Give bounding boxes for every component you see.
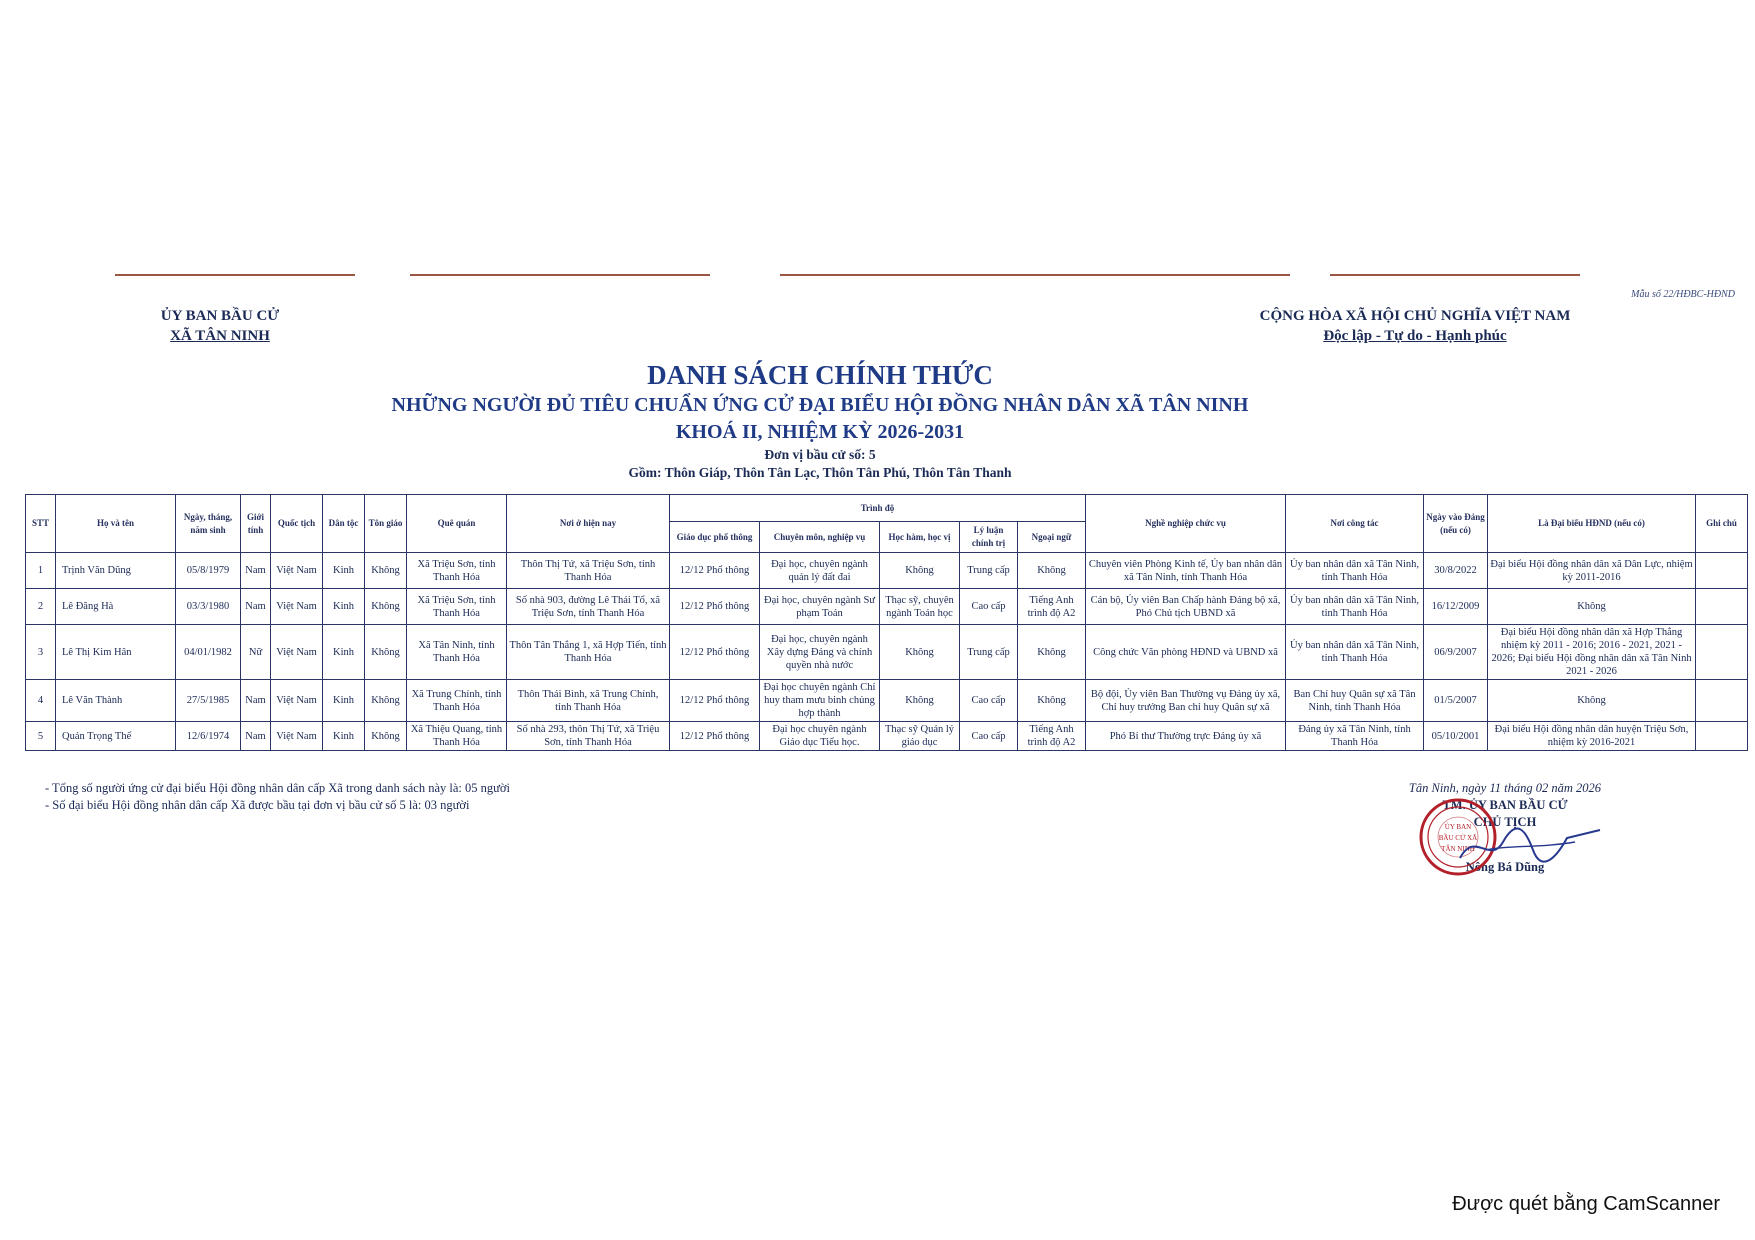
cell-delegate: Đại biểu Hội đồng nhân dân huyện Triệu Sơn, nhiệm kỳ 2016-2021: [1488, 722, 1696, 751]
cell-gender: Nam: [241, 553, 271, 589]
title-line3: KHOÁ II, NHIỆM KỲ 2026-2031: [675, 421, 965, 443]
cell-specialty: Đại học, chuyên ngành Xây dựng Đảng và chính quyền nhà nước: [760, 625, 880, 680]
cell-stt: 4: [26, 680, 56, 722]
cell-general-edu: 12/12 Phổ thông: [670, 680, 760, 722]
cell-specialty: Đại học chuyên ngành Chỉ huy tham mưu binh chủng hợp thành: [760, 680, 880, 722]
col-note: Ghi chú: [1696, 495, 1748, 553]
col-delegate: Là Đại biểu HĐND (nếu có): [1488, 495, 1696, 553]
cell-gender: Nam: [241, 589, 271, 625]
col-degree: Học hàm, học vị: [880, 522, 960, 553]
cell-delegate: Không: [1488, 680, 1696, 722]
cell-hometown: Xã Triệu Sơn, tỉnh Thanh Hóa: [407, 589, 507, 625]
table-row: [26, 589, 1748, 625]
cell-dob: 03/3/1980: [176, 589, 241, 625]
col-dob: Ngày, tháng, năm sinh: [176, 495, 241, 553]
col-specialty: Chuyên môn, nghiệp vụ: [760, 522, 880, 553]
cell-degree: Không: [880, 553, 960, 589]
col-education-group: Trình độ: [670, 495, 1086, 522]
top-rule-4: [1330, 274, 1580, 276]
cell-residence: Số nhà 293, thôn Thị Tứ, xã Triệu Sơn, tỉnh Thanh Hóa: [507, 722, 670, 751]
cell-degree: Không: [880, 680, 960, 722]
table-row: [26, 553, 1748, 589]
cell-general-edu: 12/12 Phổ thông: [670, 589, 760, 625]
cell-stt: 5: [26, 722, 56, 751]
cell-ethnicity: Kinh: [323, 722, 365, 751]
col-gender: Giới tính: [241, 495, 271, 553]
cell-dob: 05/8/1979: [176, 553, 241, 589]
cell-general-edu: 12/12 Phổ thông: [670, 722, 760, 751]
cell-degree: Không: [880, 625, 960, 680]
cell-ethnicity: Kinh: [323, 625, 365, 680]
cell-ethnicity: Kinh: [323, 680, 365, 722]
cell-language: Không: [1018, 625, 1086, 680]
cell-party-date: 16/12/2009: [1424, 589, 1488, 625]
cell-delegate: Đại biểu Hội đồng nhân dân xã Hợp Thắng nhiệm kỳ 2011 - 2016; 2016 - 2021, 2021 - 2026; Đại biểu Hội đồng nhân dân xã Tân Ninh 2021 - 2026: [1488, 625, 1696, 680]
svg-text:ỦY BAN: ỦY BAN: [1444, 823, 1472, 831]
cell-name: Lê Văn Thành: [56, 680, 176, 722]
cell-politics: Cao cấp: [960, 680, 1018, 722]
cell-nationality: Việt Nam: [271, 625, 323, 680]
cell-residence: Số nhà 903, đường Lê Thái Tổ, xã Triệu Sơn, tỉnh Thanh Hóa: [507, 589, 670, 625]
title-line2: NHỮNG NGƯỜI ĐỦ TIÊU CHUẨN ỨNG CỬ ĐẠI BIỂU HỘI ĐỒNG NHÂN DÂN XÃ TÂN NINH: [391, 394, 1249, 416]
col-politics: Lý luận chính trị: [960, 522, 1018, 553]
cell-residence: Thôn Thị Tứ, xã Triệu Sơn, tỉnh Thanh Hóa: [507, 553, 670, 589]
right-header: [1230, 306, 1600, 346]
cell-religion: Không: [365, 680, 407, 722]
col-party-date: Ngày vào Đảng (nếu có): [1424, 495, 1488, 553]
left-header-line1: ỦY BAN BẦU CỬ: [160, 308, 280, 324]
footnote-elected: - Số đại biểu Hội đồng nhân dân cấp Xã được bầu tại đơn vị bầu cử số 5 là: 03 người: [45, 798, 470, 812]
cell-name: Lê Đăng Hà: [56, 589, 176, 625]
col-ethnicity: Dân tộc: [323, 495, 365, 553]
cell-occupation: Cán bộ, Ủy viên Ban Chấp hành Đảng bộ xã, Phó Chủ tịch UBND xã: [1086, 589, 1286, 625]
cell-delegate: Không: [1488, 589, 1696, 625]
cell-specialty: Đại học chuyên ngành Giáo dục Tiểu học.: [760, 722, 880, 751]
signer-name: Nông Bá Dũng: [1465, 860, 1545, 874]
cell-occupation: Phó Bí thư Thường trực Đảng ủy xã: [1086, 722, 1286, 751]
col-name: Họ và tên: [56, 495, 176, 553]
cell-name: Trịnh Văn Dũng: [56, 553, 176, 589]
cell-hometown: Xã Tân Ninh, tỉnh Thanh Hóa: [407, 625, 507, 680]
footnotes: [45, 780, 745, 814]
cell-nationality: Việt Nam: [271, 680, 323, 722]
table-row: [26, 680, 1748, 722]
cell-name: Lê Thị Kim Hân: [56, 625, 176, 680]
cell-residence: Thôn Tân Thắng 1, xã Hợp Tiến, tỉnh Thanh Hóa: [507, 625, 670, 680]
form-code: Mẫu số 22/HĐBC-HĐND: [1631, 289, 1735, 300]
cell-general-edu: 12/12 Phổ thông: [670, 625, 760, 680]
col-religion: Tôn giáo: [365, 495, 407, 553]
cell-stt: 2: [26, 589, 56, 625]
handwritten-signature-icon: [1455, 820, 1605, 870]
election-unit: Đơn vị bầu cử số: 5: [764, 447, 876, 462]
cell-nationality: Việt Nam: [271, 553, 323, 589]
cell-workplace: Ban Chỉ huy Quân sự xã Tân Ninh, tỉnh Thanh Hóa: [1286, 680, 1424, 722]
cell-note: [1696, 589, 1748, 625]
col-workplace: Nơi công tác: [1286, 495, 1424, 553]
cell-note: [1696, 680, 1748, 722]
cell-gender: Nam: [241, 680, 271, 722]
cell-note: [1696, 722, 1748, 751]
cell-hometown: Xã Thiệu Quang, tỉnh Thanh Hóa: [407, 722, 507, 751]
svg-text:BẦU CỬ XÃ: BẦU CỬ XÃ: [1438, 834, 1478, 842]
cell-residence: Thôn Thái Bình, xã Trung Chính, tỉnh Thanh Hóa: [507, 680, 670, 722]
col-nationality: Quốc tịch: [271, 495, 323, 553]
candidate-table: [25, 494, 1748, 751]
unit-includes: Gồm: Thôn Giáp, Thôn Tân Lạc, Thôn Tân Phú, Thôn Tân Thanh: [628, 465, 1012, 480]
cell-occupation: Công chức Văn phòng HĐND và UBND xã: [1086, 625, 1286, 680]
cell-religion: Không: [365, 553, 407, 589]
cell-stt: 3: [26, 625, 56, 680]
table-row: [26, 722, 1748, 751]
right-header-line1: CỘNG HÒA XÃ HỘI CHỦ NGHĨA VIỆT NAM: [1259, 308, 1571, 324]
cell-gender: Nam: [241, 722, 271, 751]
top-rule-2: [410, 274, 710, 276]
cell-hometown: Xã Trung Chính, tỉnh Thanh Hóa: [407, 680, 507, 722]
cell-hometown: Xã Triệu Sơn, tỉnh Thanh Hóa: [407, 553, 507, 589]
cell-workplace: Đảng ủy xã Tân Ninh, tỉnh Thanh Hóa: [1286, 722, 1424, 751]
cell-degree: Thạc sỹ, chuyên ngành Toán học: [880, 589, 960, 625]
left-header: [120, 306, 320, 346]
cell-religion: Không: [365, 589, 407, 625]
left-header-line2: XÃ TÂN NINH: [170, 328, 270, 344]
cell-language: Không: [1018, 680, 1086, 722]
top-rule-3: [780, 274, 1290, 276]
table-row: [26, 625, 1748, 680]
cell-occupation: Bộ đội, Ủy viên Ban Thường vụ Đảng ủy xã, Chỉ huy trưởng Ban chỉ huy Quân sự xã: [1086, 680, 1286, 722]
cell-gender: Nữ: [241, 625, 271, 680]
cell-language: Không: [1018, 553, 1086, 589]
cell-stt: 1: [26, 553, 56, 589]
footnote-total: - Tổng số người ứng cử đại biểu Hội đồng nhân dân cấp Xã trong danh sách này là: 05 người: [45, 781, 510, 795]
cell-language: Tiếng Anh trình độ A2: [1018, 589, 1086, 625]
title-line1: DANH SÁCH CHÍNH THỨC: [647, 360, 993, 390]
cell-workplace: Ủy ban nhân dân xã Tân Ninh, tỉnh Thanh Hóa: [1286, 553, 1424, 589]
cell-occupation: Chuyên viên Phòng Kinh tế, Ủy ban nhân dân xã Tân Ninh, tỉnh Thanh Hóa: [1086, 553, 1286, 589]
cell-ethnicity: Kinh: [323, 589, 365, 625]
top-rule-1: [115, 274, 355, 276]
cell-dob: 27/5/1985: [176, 680, 241, 722]
signature-role2: CHỦ TỊCH: [1473, 815, 1537, 829]
cell-degree: Thạc sỹ Quản lý giáo dục: [880, 722, 960, 751]
cell-politics: Cao cấp: [960, 722, 1018, 751]
cell-delegate: Đại biểu Hội đồng nhân dân xã Dân Lực, nhiệm kỳ 2011-2016: [1488, 553, 1696, 589]
cell-party-date: 06/9/2007: [1424, 625, 1488, 680]
cell-specialty: Đại học, chuyên ngành quản lý đất đai: [760, 553, 880, 589]
cell-note: [1696, 553, 1748, 589]
cell-dob: 12/6/1974: [176, 722, 241, 751]
cell-workplace: Ủy ban nhân dân xã Tân Ninh, tỉnh Thanh Hóa: [1286, 625, 1424, 680]
cell-politics: Trung cấp: [960, 553, 1018, 589]
signature-role1: TM. ỦY BAN BẦU CỬ: [1442, 798, 1568, 812]
cell-nationality: Việt Nam: [271, 589, 323, 625]
cell-name: Quản Trọng Thế: [56, 722, 176, 751]
col-stt: STT: [26, 495, 56, 553]
cell-religion: Không: [365, 625, 407, 680]
cell-language: Tiếng Anh trình độ A2: [1018, 722, 1086, 751]
right-header-line2: Độc lập - Tự do - Hạnh phúc: [1323, 328, 1507, 344]
cell-religion: Không: [365, 722, 407, 751]
cell-specialty: Đại học, chuyên ngành Sư phạm Toán: [760, 589, 880, 625]
col-occupation: Nghề nghiệp chức vụ: [1086, 495, 1286, 553]
cell-note: [1696, 625, 1748, 680]
col-general-edu: Giáo dục phổ thông: [670, 522, 760, 553]
cell-party-date: 30/8/2022: [1424, 553, 1488, 589]
cell-party-date: 05/10/2001: [1424, 722, 1488, 751]
cell-politics: Cao cấp: [960, 589, 1018, 625]
cell-general-edu: 12/12 Phổ thông: [670, 553, 760, 589]
col-hometown: Quê quán: [407, 495, 507, 553]
cell-nationality: Việt Nam: [271, 722, 323, 751]
cell-ethnicity: Kinh: [323, 553, 365, 589]
document-title: [300, 358, 1340, 482]
col-residence: Nơi ở hiện nay: [507, 495, 670, 553]
col-language: Ngoại ngữ: [1018, 522, 1086, 553]
cell-politics: Trung cấp: [960, 625, 1018, 680]
svg-text:TÂN NINH: TÂN NINH: [1441, 845, 1475, 853]
cell-dob: 04/01/1982: [176, 625, 241, 680]
cell-party-date: 01/5/2007: [1424, 680, 1488, 722]
signature-date: Tân Ninh, ngày 11 tháng 02 năm 2026: [1408, 781, 1602, 795]
cell-workplace: Ủy ban nhân dân xã Tân Ninh, tỉnh Thanh Hóa: [1286, 589, 1424, 625]
scanner-watermark: Được quét bằng CamScanner: [1452, 1193, 1720, 1215]
